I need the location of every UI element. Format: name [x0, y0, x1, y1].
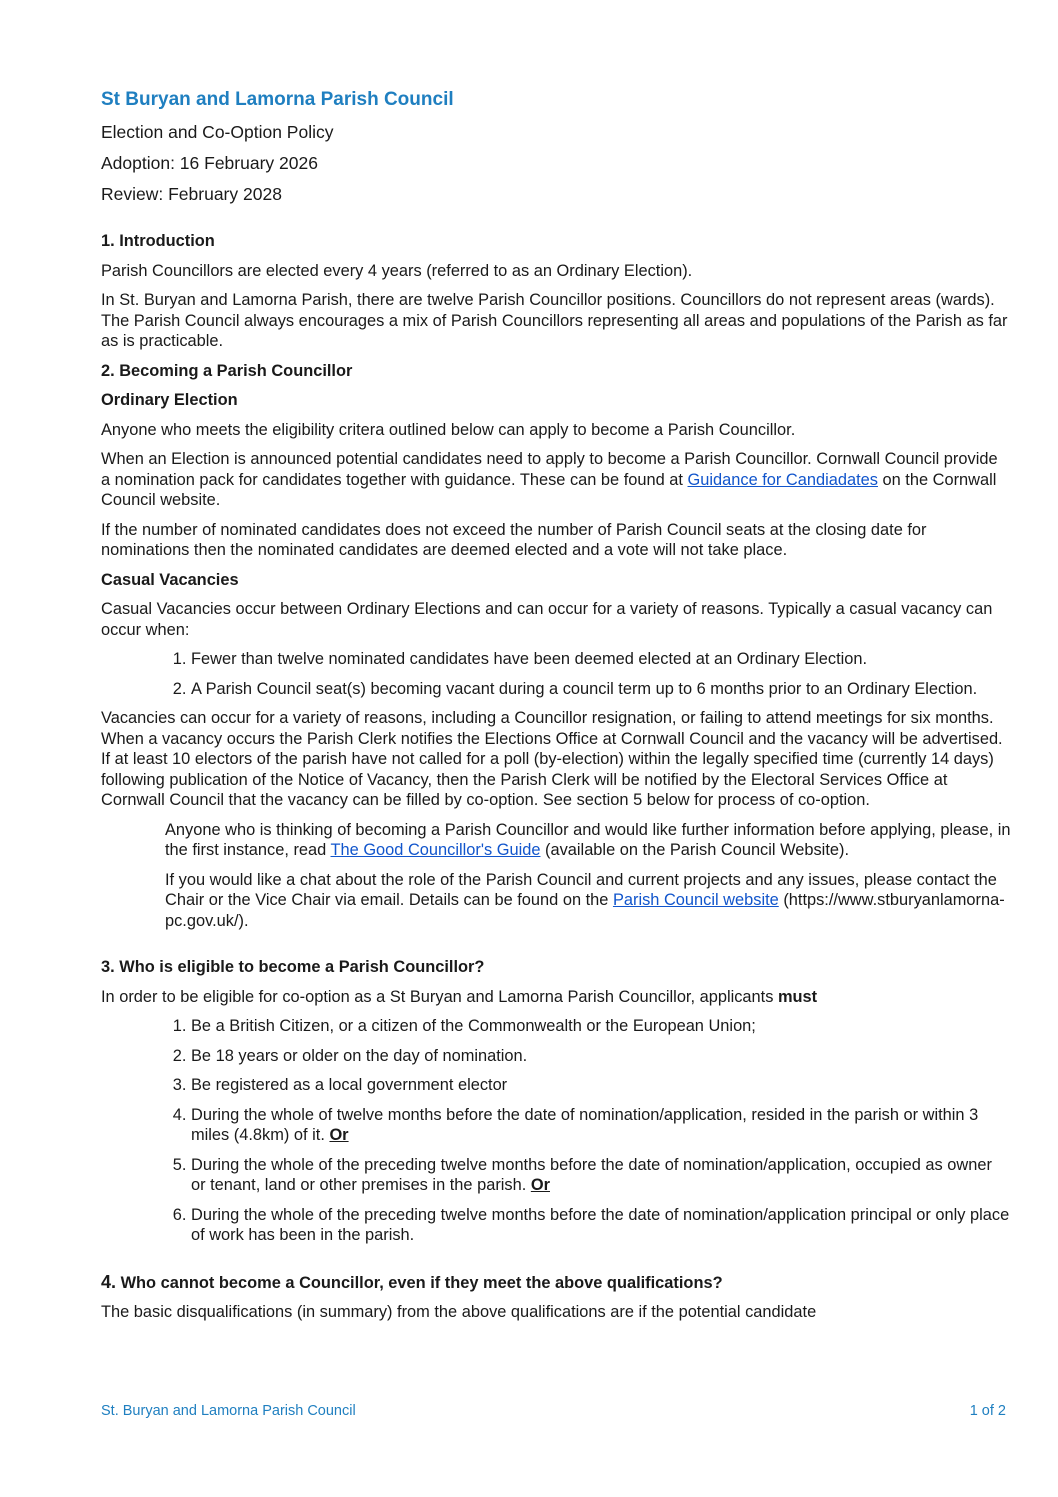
paragraph	[101, 449, 1011, 511]
must-bold: must	[777, 987, 818, 1006]
section-2-heading: 2. Becoming a Parish Councillor	[101, 361, 353, 380]
parish-council-website-link[interactable]: Parish Council website	[612, 891, 779, 909]
footer-council-name: St. Buryan and Lamorna Parish Council	[101, 1403, 356, 1419]
text: When an Election is announced potential candidates need to apply to become a Parish Councillor. Cornwall Council provide a nomination pack for candidates together with guidance. These can be found at	[101, 450, 998, 489]
subheading-casual-vacancies: Casual Vacancies	[101, 570, 239, 589]
paragraph: If the number of nominated candidates does not exceed the number of Parish Council seats at the closing date for nominations then the nominated candidates are deemed elected and a vote will not take place.	[101, 520, 927, 559]
list-item: 1. Be a British Citizen, or a citizen of the Commonwealth or the European Union;	[191, 1016, 1011, 1037]
text: Who cannot become a Councillor, even if they meet the above qualifications?	[116, 1273, 723, 1292]
good-councillors-guide-link[interactable]: The Good Councillor's Guide	[330, 841, 541, 859]
text: In order to be eligible for co-option as a St Buryan and Lamorna Parish Councillor, applicants	[101, 987, 778, 1006]
section-1-heading: 1. Introduction	[101, 232, 215, 250]
subheading-ordinary-election: Ordinary Election	[101, 391, 238, 409]
list-item	[191, 1105, 1011, 1146]
paragraph: The basic disqualifications (in summary) from the above qualifications are if the potential candidate	[101, 1303, 817, 1321]
section-4-heading	[101, 1272, 1011, 1294]
text: If you would like a chat about the role of the Parish Council and current projects and any issues, please contact the Chair or the Vice Chair via email. Details can be found on the	[165, 870, 997, 909]
text: (available on the Parish Council Website).	[540, 841, 850, 859]
page-footer	[101, 1403, 1006, 1419]
paragraph: Parish Councillors are elected every 4 years (referred to as an Ordinary Election).	[101, 261, 693, 280]
list-item: 2. A Parish Council seat(s) becoming vacant during a council term up to 6 months prior to an Ordinary Election.	[191, 679, 1011, 700]
paragraph: In St. Buryan and Lamorna Parish, there are twelve Parish Councillor positions. Councillors do not represent areas (wards). The Parish Council always encourages a mix of Parish Councillors representing all areas and populations of the Parish as far as is practicable.	[101, 291, 1008, 350]
paragraph-indented	[101, 820, 1011, 861]
section-number: 4.	[101, 1271, 117, 1292]
guidance-for-candidates-link[interactable]: Guidance for Candiadates	[687, 470, 878, 489]
paragraph: Vacancies can occur for a variety of reasons, including a Councillor resignation, or failing to attend meetings for six months. When a vacancy occurs the Parish Clerk notifies the Elections Office at Cornwall Council and the vacancy will be advertised. If at least 10 electors of the parish have not called for a poll (by-election) within the legally specified time (currently 14 days) following publication of the Notice of Vacancy, then the Parish Clerk will be notified by the Electoral Services Office at Cornwall Council that the vacancy can be filled by co-option. See section 5 below for process of co-option.	[101, 709, 1003, 809]
text: Anyone who is thinking of becoming a Parish Councillor and would like further information before applying, please, in the first instance, read	[165, 820, 1011, 859]
section-3-heading: 3. Who is eligible to become a Parish Councillor?	[101, 958, 485, 976]
paragraph: Anyone who meets the eligibility critera outlined below can apply to become a Parish Councillor.	[101, 420, 796, 439]
list-item: 1. Fewer than twelve nominated candidates have been deemed elected at an Ordinary Election.	[191, 649, 1011, 670]
text: on the Cornwall Council website.	[101, 470, 997, 509]
document-title: St Buryan and Lamorna Parish Council	[101, 89, 454, 110]
adoption-date: Adoption: 16 February 2026	[101, 153, 318, 173]
text: During the whole of the preceding twelve months before the date of nomination/application, occupied as owner or tenant, land or other premises in the parish.	[191, 1155, 992, 1194]
list-item: 2. Be 18 years or older on the day of nomination.	[191, 1046, 1011, 1067]
paragraph-indented	[101, 870, 1011, 932]
list-item	[191, 1155, 1011, 1196]
document-page	[101, 88, 1011, 1332]
text: During the whole of twelve months before the date of nomination/application, resided in the parish or within 3 miles (4.8km) of it.	[191, 1105, 979, 1144]
page-number: 1 of 2	[969, 1403, 1006, 1419]
list-item: 6. During the whole of the preceding twelve months before the date of nomination/application principal or only place of work has been in the parish.	[191, 1205, 1011, 1246]
review-date: Review: February 2028	[101, 184, 282, 204]
document-subtitle: Election and Co-Option Policy	[101, 122, 334, 142]
paragraph	[101, 987, 1011, 1008]
paragraph: Casual Vacancies occur between Ordinary Elections and can occur for a variety of reasons. Typically a casual vacancy can occur when:	[101, 600, 993, 639]
or-emphasis: Or	[329, 1126, 349, 1144]
vacancy-list	[101, 649, 1011, 699]
or-emphasis: Or	[530, 1176, 550, 1194]
list-item: 3. Be registered as a local government elector	[191, 1075, 1011, 1096]
eligibility-list	[101, 1016, 1011, 1246]
text: (https://www.stburyanlamorna-pc.gov.uk/).	[165, 891, 1005, 930]
